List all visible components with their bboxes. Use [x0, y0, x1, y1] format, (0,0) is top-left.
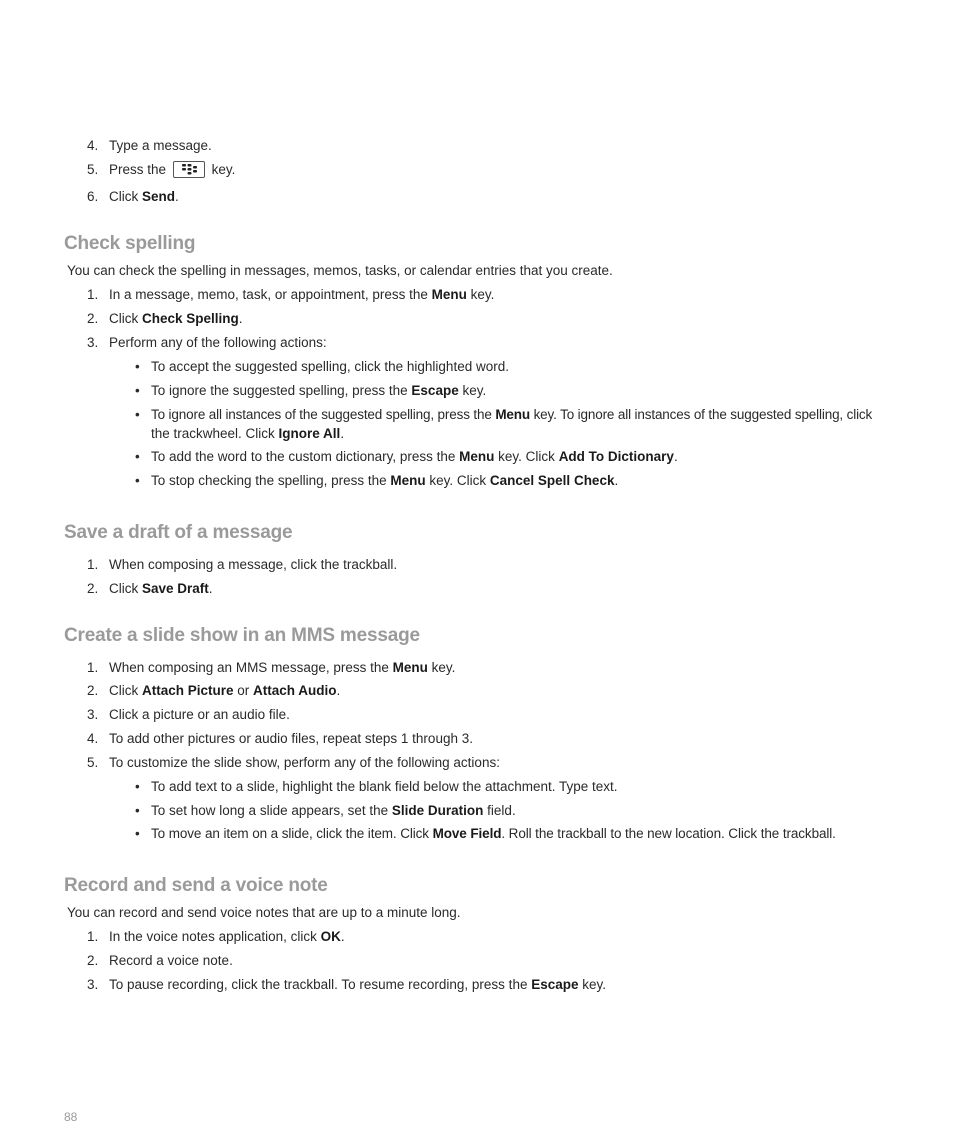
section-heading-slide-show: Create a slide show in an MMS message	[64, 625, 420, 646]
section-heading-voice-note: Record and send a voice note	[64, 875, 328, 896]
section-intro: You can record and send voice notes that are up to a minute long.	[67, 905, 461, 920]
section-heading-save-draft: Save a draft of a message	[64, 522, 293, 543]
document-page: 4. Type a message. 5. Press the key. 6. Click Send. Check spelling You can check the spelling in messages, memos, tasks, or calendar entries that you create. 1. In a message, memo, task, or appointment, press the Menu key. 2. Click Check Spelling. 3. Perform any of the following actions: • To accept the suggested spelling, click the highlighted word. • To ignore the suggested spelling, press the Escape key. • To ignore all instances of the suggested spelling, press the Menu key. To ignore all instances of the suggested spelling, click the trackwheel. Click Ignore All. • To add the word to the custom dictionary, press the Menu key. Click Add To Dictionary. • To stop checking the spelling, press the Menu key. Click Cancel Spell Check. Save a draft of a message 1. When composing a message, click the trackball. 2. Click Save Draft. Create a slide show in an MMS message 1. When composing an MMS message, press the Menu key. 2. Click Attach Picture or Attach Audio. 3. Click a picture or an audio file. 4. To add other pictures or audio files, repeat steps 1 through 3. 5. To customize the slide show, perform any of the following actions: • To add text to a slide, highlight the blank field below the attachment. Type text. • To set how long a slide appears, set the Slide Duration field. • To move an item on a slide, click the item. Click Move Field. Roll the trackball to the new location. Click the trackball. Record and send a voice note You can record and send voice notes that are up to a minute long. 1. In the voice notes application, click OK. 2. Record a voice note. 3. To pause recording, click the trackball. To resume recording, press the Escape key. 88	[64, 138, 873, 1124]
blackberry-menu-key-icon	[173, 161, 205, 178]
section-intro: You can check the spelling in messages, memos, tasks, or calendar entries that you create.	[67, 263, 613, 278]
section-heading-check-spelling: Check spelling	[64, 233, 196, 254]
page-number: 88	[64, 1110, 78, 1124]
